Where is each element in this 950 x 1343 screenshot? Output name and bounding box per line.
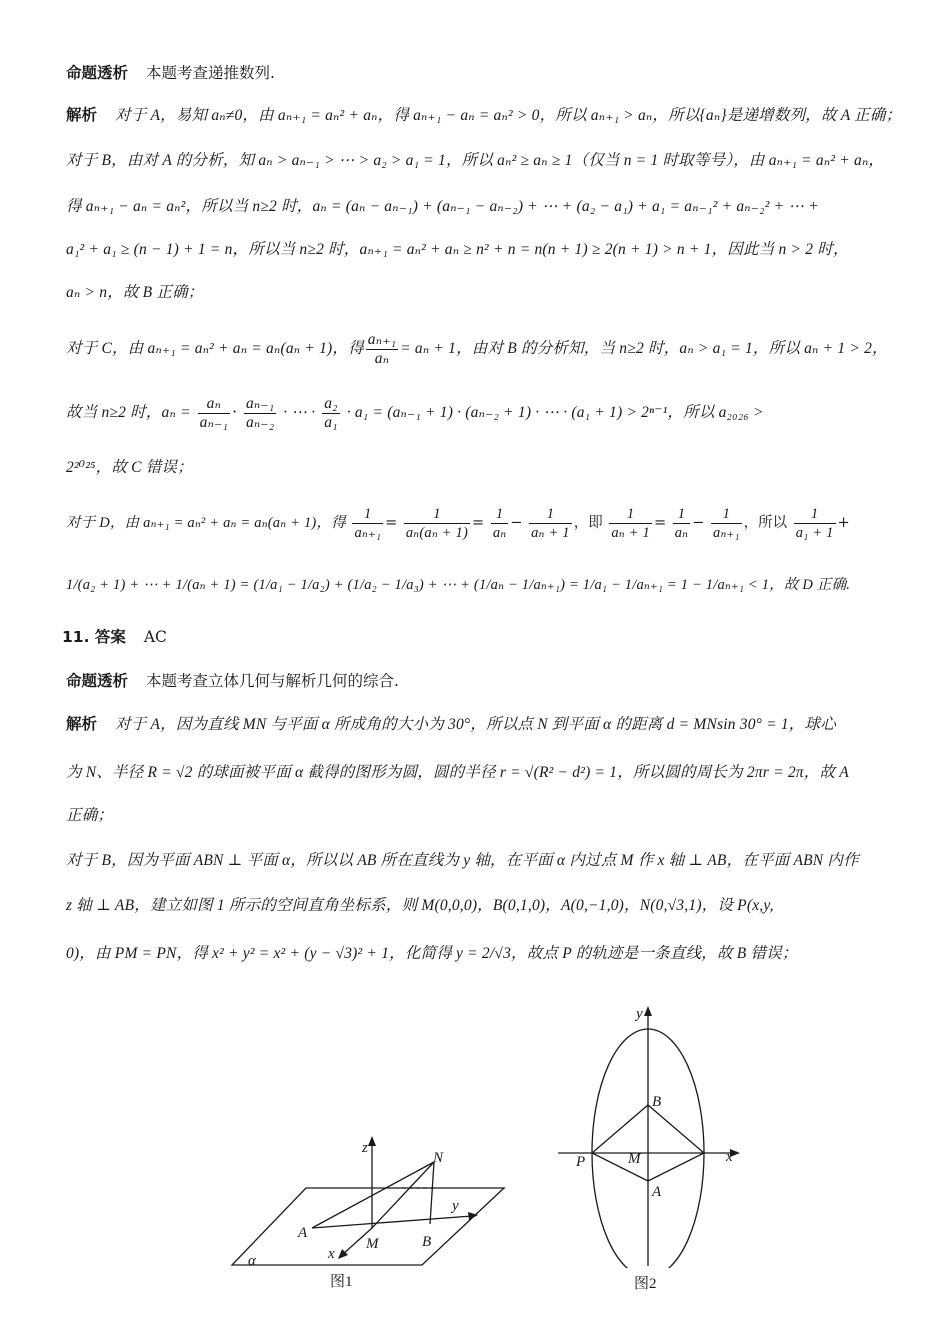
problem10-c-line3 <box>66 456 906 479</box>
c2-mid: · ⋯ · <box>283 404 316 421</box>
p11-b1-text: 对于 B，因为平面 ABN ⊥ 平面 α，所以以 AB 所在直线为 y 轴，在平面 α 内过点 M 作 x 轴 ⊥ AB，在平面 ABN 内作 <box>66 852 859 869</box>
d1-frac3 <box>491 505 509 542</box>
problem10-b-line2 <box>66 195 906 218</box>
intent-text: 本题考查递推数列. <box>146 64 275 82</box>
fig1-label-B: B <box>422 1234 432 1250</box>
c2-f1n: aₙ <box>198 395 230 414</box>
c1-fraction <box>366 331 398 368</box>
segment-MN <box>372 1162 434 1228</box>
problem11-a-line2 <box>66 761 906 784</box>
plane-alpha <box>232 1188 504 1265</box>
c1-den: aₙ <box>374 349 390 367</box>
fig1-label-N: N <box>433 1150 444 1166</box>
fig2-label-M: M <box>628 1151 641 1167</box>
problem10-analysis-a <box>66 104 906 127</box>
problem11-answer-line <box>62 626 906 648</box>
problem10-d-line2 <box>66 574 906 596</box>
problem11-intent-line <box>66 670 906 692</box>
fig2-label-A: A <box>652 1184 662 1200</box>
problem11-a-line1 <box>66 713 906 736</box>
problem10-b-line4 <box>66 281 906 304</box>
fig2-label-P: P <box>576 1154 586 1170</box>
c1-num: aₙ₊₁ <box>367 330 397 348</box>
c2-f3d: a₁ <box>324 413 338 431</box>
problem10-b-line3 <box>66 238 906 261</box>
answer-label: 11. 答案 <box>62 628 126 646</box>
problem11-b-line2 <box>66 894 906 917</box>
d1-frac4 <box>529 505 572 542</box>
d1-f3n: 1 <box>491 505 509 524</box>
p11-a2-text: 为 N、半径 R = √2 的球面被平面 α 截得的图形为圆，圆的半径 r = √(R² − d²) = 1，所以圆的周长为 2πr = 2π，故 A <box>66 764 849 781</box>
c2-frac1 <box>198 395 230 432</box>
p11-b3-text: 0)，由 PM = PN，得 x² + y² = x² + (y − √3)² + 1，化简得 y = 2/√3，故点 P 的轨迹是一条直线，故 B 错误； <box>66 945 798 962</box>
b-line2-text: 得 aₙ₊₁ − aₙ = aₙ²，所以当 n≥2 时，aₙ = (aₙ − aₙ₋₁) + (aₙ₋₁ − aₙ₋₂) + ⋯ + (a₂ − a₁) + a₁ = aₙ₋₁² + aₙ₋₂² + ⋯ + <box>66 198 819 215</box>
c1-pre: 对于 C，由 aₙ₊₁ = aₙ² + aₙ = aₙ(aₙ + 1)，得 <box>66 340 364 357</box>
d1-f8d: a₁ + 1 <box>795 524 834 541</box>
d1-f5d: aₙ + 1 <box>611 524 650 541</box>
d1-frac8 <box>794 505 836 542</box>
fig1-label-y: y <box>452 1198 459 1214</box>
d1-f7n: 1 <box>711 505 742 524</box>
fig2-label-y: y <box>636 1006 643 1022</box>
d1-frac2 <box>404 505 470 542</box>
analysis-a-text: 对于 A，易知 aₙ≠0，由 aₙ₊₁ = aₙ² + aₙ，得 aₙ₊₁ − aₙ = aₙ² > 0，所以 aₙ₊₁ > aₙ，所以{aₙ}是递增数列，故 A 正确； <box>115 107 902 124</box>
d1-f4d: aₙ + 1 <box>531 524 570 541</box>
d1-ji: ，即 <box>573 515 603 531</box>
problem11-b-line3 <box>66 942 906 965</box>
problem10-c-line1 <box>66 328 906 369</box>
c2-f3n: a₂ <box>324 394 338 412</box>
d1-f4n: 1 <box>529 505 572 524</box>
c1-post: = aₙ + 1，由对 B 的分析知，当 n≥2 时，aₙ > a₁ = 1，所以 aₙ + 1 > 2， <box>400 340 888 357</box>
d1-frac1 <box>352 505 383 542</box>
d1-f2n: 1 <box>404 505 470 524</box>
figure-2 <box>552 998 752 1268</box>
c2-post: · a₁ = (aₙ₋₁ + 1) · (aₙ₋₂ + 1) · ⋯ · (a₁ + 1) > 2ⁿ⁻¹，所以 a₂₀₂₆ > <box>346 404 764 421</box>
intent-label-11: 命题透析 <box>66 672 129 690</box>
problem10-d-line1: 对于 D，由 aₙ₊₁ = aₙ² + aₙ = aₙ(aₙ + 1)，得 $\frac{1}{\text{aₙ₊₁}}$ = $\frac{1}{\text{aₙ(aₙ + 1)}}$ = $\frac{1}{\text{aₙ}}$ − $\frac{1}{\text{aₙ + 1}}$ ，即 $\frac{1}{\text{aₙ + 1}}$ = $\frac{1}{\text{aₙ}}$ − $\frac{1}{\text{aₙ₊₁}}$ ，所以 $\frac{1}{\text{a₁ + 1}}$ + <box>66 505 850 541</box>
d1-frac7 <box>711 505 742 542</box>
b-line3-text: a₁² + a₁ ≥ (n − 1) + 1 = n，所以当 n≥2 时，aₙ₊₁ = aₙ² + aₙ ≥ n² + n = n(n + 1) ≥ 2(n + 1) > n + 1，因此当 n > 2 时， <box>66 241 849 258</box>
d1-f3d: aₙ <box>492 524 507 541</box>
fig1-label-alpha: α <box>248 1253 256 1269</box>
d1-f8n: 1 <box>794 505 836 524</box>
d2-text: 1/(a₂ + 1) + ⋯ + 1/(aₙ + 1) = (1/a₁ − 1/a₂) + (1/a₂ − 1/a₃) + ⋯ + (1/aₙ − 1/aₙ₊₁) = 1/a₁ − 1/aₙ₊₁ = 1 − 1/aₙ₊₁ < 1，故 D 正确. <box>66 577 851 593</box>
fig1-label-z: z <box>362 1140 368 1156</box>
p11-a3-text: 正确； <box>66 807 114 824</box>
d1-frac6 <box>673 505 691 542</box>
d1-f1n: 1 <box>352 505 383 524</box>
c2-f1d: aₙ₋₁ <box>199 413 229 431</box>
problem10-b-line1 <box>66 149 906 172</box>
d1-f2d: aₙ(aₙ + 1) <box>405 524 469 541</box>
analysis-label: 解析 <box>66 106 98 124</box>
intent-text-11: 本题考查立体几何与解析几何的综合. <box>146 672 399 690</box>
c2-f2d: aₙ₋₂ <box>245 413 275 431</box>
intent-label: 命题透析 <box>66 64 129 82</box>
p11-a1-text: 对于 A，因为直线 MN 与平面 α 所成角的大小为 30°，所以点 N 到平面 α 的距离 d = MNsin 30° = 1，球心 <box>115 716 836 733</box>
y-axis <box>312 1216 472 1228</box>
b-line1-text: 对于 B，由对 A 的分析，知 aₙ > aₙ₋₁ > ⋯ > a₂ > a₁ = 1，所以 aₙ² ≥ aₙ ≥ 1（仅当 n = 1 时取等号），由 aₙ₊₁ = aₙ² + aₙ， <box>66 152 885 169</box>
p11-b2-text: z 轴 ⊥ AB，建立如图 1 所示的空间直角坐标系，则 M(0,0,0)，B(0,1,0)，A(0,−1,0)，N(0,√3,1)，设 P(x,y, <box>66 897 774 914</box>
figure-1-caption: 图1 <box>330 1274 353 1290</box>
d1-f6d: aₙ <box>674 524 689 541</box>
c3-text: 2²⁰²⁵，故 C 错误； <box>66 459 193 476</box>
fig1-label-M: M <box>366 1236 379 1252</box>
problem10-intent-line <box>66 62 906 84</box>
d1-frac5 <box>609 505 652 542</box>
fig1-label-x: x <box>328 1246 335 1262</box>
c2-frac3 <box>322 395 340 432</box>
c2-pre: 故当 n≥2 时，aₙ = <box>66 404 191 421</box>
fig2-label-x: x <box>726 1149 733 1165</box>
figure-2-caption: 图2 <box>634 1276 657 1292</box>
d1-f7d: aₙ₊₁ <box>713 524 740 541</box>
b-line4-text: aₙ > n，故 B 正确； <box>66 284 204 301</box>
figure-1 <box>226 1130 516 1300</box>
c2-f2n: aₙ₋₁ <box>245 394 275 412</box>
d1-pre: 对于 D，由 aₙ₊₁ = aₙ² + aₙ = aₙ(aₙ + 1)，得 <box>66 515 346 531</box>
fig2-label-B: B <box>652 1094 662 1110</box>
fig1-label-A: A <box>298 1225 308 1241</box>
analysis-label-11: 解析 <box>66 715 98 733</box>
d1-f6n: 1 <box>673 505 691 524</box>
problem10-c-line2: 故当 n≥2 时，aₙ = $\frac{\text{aₙ}}{\text{aₙ₋₁}}$ · $\frac{\text{aₙ₋₁}}{\text{aₙ₋₂}}$ · ⋯ · $\frac{\text{a₂}}{\text{a₁}}$ · a₁ = (aₙ₋₁ + 1) · (aₙ₋₂ + 1) · ⋯ · (a₁ + 1) > 2ⁿ⁻¹，所以 a₂₀₂₆ > <box>66 394 764 431</box>
c2-frac2 <box>244 395 276 432</box>
segment-AN <box>312 1162 434 1228</box>
d1-f1d: aₙ₊₁ <box>354 524 382 541</box>
d1-f5n: 1 <box>609 505 652 524</box>
problem11-a-line3 <box>66 804 906 827</box>
answer-value: AC <box>143 628 167 646</box>
segment-BN <box>430 1162 434 1224</box>
d1-suoyi: ，所以 <box>743 515 788 531</box>
problem11-b-line1 <box>66 849 906 872</box>
